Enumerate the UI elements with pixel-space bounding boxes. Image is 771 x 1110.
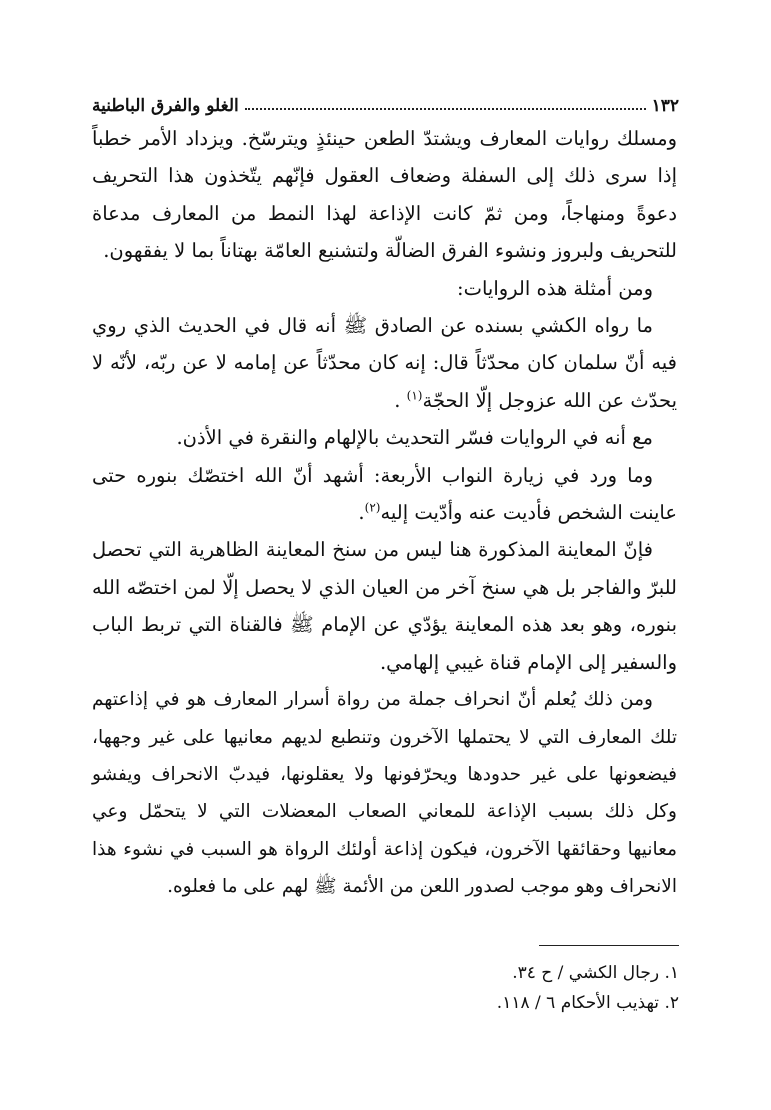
footnote-ref: (١) (406, 388, 423, 403)
paragraph: ومن أمثلة هذه الروايات: (457, 276, 653, 300)
page-number: ١٣٢ (651, 96, 679, 116)
paragraph: ومن ذلك يُعلم أنّ انحراف جملة من رواة أسرار المعارف هو في إذاعتهم تلك المعارف التي لا يحتملها الآخرون وتنطبع لديهم معانيها على غير وجهها، فيضعونها على غير حدودها ويحرّفونها ولا يعقلونها، فيدبّ الانحراف ويفشو وكل ذلك بسبب الإذاعة للمعاني الصعاب المعضلات التي لا يتحمّل وعي معانيها وحقائقها الآخرون، فيكون إذاعة أولئك الرواة هو السبب في نشوء هذا الانحراف وهو موجب لصدور اللعن من الأئمة ﷺ لهم على ما فعلوه. (92, 689, 677, 898)
running-header (92, 88, 679, 116)
paragraph (92, 307, 677, 419)
paragraph-text: ما رواه الكشي بسنده عن الصادق ﷺ أنه قال في الحديث الذي روي فيه أنّ سلمان كان محدّثاً قال: إنه كان محدّثاً عن إمامه لا عن ربّه، لأنّه لا يحدّث عن الله عزوجل إلّا الحجّة (92, 314, 677, 412)
body-text (92, 120, 677, 906)
paragraph-text: وما ورد في زيارة النواب الأربعة: أشهد أنّ الله اختصّك بنوره حتى عاينت الشخص فأديت عنه وأدّيت إليه (92, 463, 677, 525)
paragraph: فإنّ المعاينة المذكورة هنا ليس من سنخ المعاينة الظاهرية التي تحصل للبرّ والفاجر بل هي سنخ آخر من العيان الذي لا يحصل إلّا لمن اختصّه الله بنوره، وهو بعد هذه المعاينة يؤدّي عن الإمام ﷺ فالقناة التي تربط الباب والسفير إلى الإمام قناة غيبي إلهامي. (92, 538, 677, 674)
header-dot-leader (245, 107, 646, 110)
footnote-separator (539, 945, 679, 946)
footnote-ref: (٢) (364, 500, 381, 515)
footnote: ١. رجال الكشي / ح ٣٤. (512, 963, 679, 983)
paragraph (92, 457, 677, 532)
footnote-ref-tail: . (394, 388, 407, 412)
footnotes (92, 958, 679, 1018)
footnote-ref-tail: . (358, 501, 365, 525)
paragraph: ومسلك روايات المعارف ويشتدّ الطعن حينئذٍ ويترسّخ. ويزداد الأمر خطباً إذا سرى ذلك إلى السفلة وضعاف العقول فإنّهم يتّخذون هذا التحريف دعوةً ومنهاجاً، ومن ثمّ كانت الإذاعة لهذا النمط من المعارف مدعاة للتحريف ولبروز ونشوء الفرق الضالّة ولتشنيع العامّة بهتاناً بما لا يفقهون. (92, 127, 677, 263)
paragraph: مع أنه في الروايات فسّر التحديث بالإلهام والنقرة في الأذن. (176, 426, 653, 450)
footnote: ٢. تهذيب الأحكام ٦ / ١١٨. (496, 993, 679, 1013)
running-title: الغلو والفرق الباطنية (92, 96, 239, 116)
